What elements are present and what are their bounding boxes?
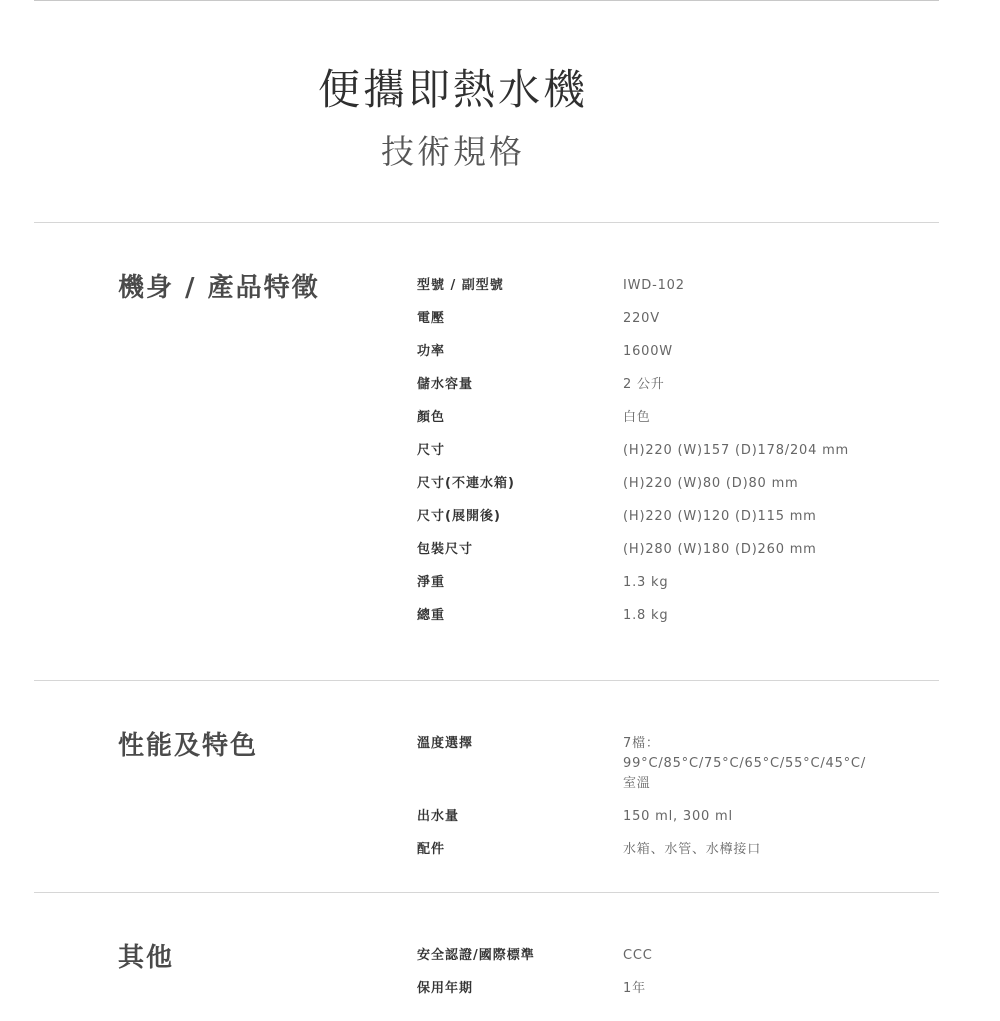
spec-row [417, 573, 957, 593]
spec-row [417, 441, 957, 461]
spec-row [417, 540, 957, 560]
spec-row [417, 408, 957, 428]
section-divider [34, 680, 939, 681]
spec-value: 150 ml, 300 ml [623, 809, 733, 824]
spec-label: 總重 [417, 608, 446, 623]
spec-label: 尺寸(不連水箱) [417, 476, 515, 491]
spec-row [417, 342, 957, 362]
spec-row [417, 606, 957, 626]
spec-value: 1.8 kg [623, 608, 669, 623]
spec-label: 安全認證/國際標準 [417, 948, 535, 963]
spec-label: 型號 / 副型號 [417, 278, 504, 293]
spec-label: 尺寸 [417, 443, 446, 458]
spec-label: 配件 [417, 842, 446, 857]
spec-value: CCC [623, 948, 653, 963]
spec-label: 出水量 [417, 809, 460, 824]
spec-row [417, 309, 957, 329]
spec-row [417, 946, 957, 966]
top-divider [34, 0, 939, 1]
section-divider [34, 892, 939, 893]
section-title: 性能及特色 [118, 731, 259, 761]
spec-value: 220V [623, 311, 660, 326]
page-header [0, 62, 906, 176]
spec-row [417, 840, 957, 860]
spec-row [417, 734, 957, 794]
spec-value: 水箱、水管、水樽接口 [623, 842, 762, 857]
spec-row [417, 807, 957, 827]
spec-list [417, 946, 957, 1012]
spec-row [417, 979, 957, 999]
spec-list [417, 734, 957, 873]
spec-label: 保用年期 [417, 981, 474, 996]
spec-label: 尺寸(展開後) [417, 509, 501, 524]
page-title: 便攜即熱水機 [317, 65, 588, 114]
spec-label: 電壓 [417, 311, 446, 326]
spec-value: (H)220 (W)120 (D)115 mm [623, 509, 817, 524]
spec-value: 2 公升 [623, 377, 665, 392]
spec-value: 1600W [623, 344, 673, 359]
spec-value: 1.3 kg [623, 575, 669, 590]
spec-label: 顏色 [417, 410, 446, 425]
page-subtitle: 技術規格 [381, 132, 525, 171]
spec-value: IWD-102 [623, 278, 685, 293]
spec-row [417, 474, 957, 494]
spec-value: 7檔：99°C/85°C/75°C/65°C/55°C/45°C/室溫 [623, 736, 866, 791]
section-divider [34, 222, 939, 223]
spec-label: 儲水容量 [417, 377, 474, 392]
spec-row [417, 375, 957, 395]
spec-value: (H)220 (W)157 (D)178/204 mm [623, 443, 850, 458]
spec-label: 包裝尺寸 [417, 542, 474, 557]
section-title: 其他 [118, 943, 175, 973]
spec-value: (H)220 (W)80 (D)80 mm [623, 476, 799, 491]
section-title: 機身 / 產品特徵 [118, 273, 320, 303]
spec-label: 溫度選擇 [417, 736, 474, 751]
spec-label: 淨重 [417, 575, 446, 590]
spec-value: (H)280 (W)180 (D)260 mm [623, 542, 817, 557]
spec-value: 白色 [623, 410, 651, 425]
spec-row [417, 276, 957, 296]
spec-list [417, 276, 957, 639]
spec-value: 1年 [623, 981, 646, 996]
spec-row [417, 507, 957, 527]
spec-label: 功率 [417, 344, 446, 359]
